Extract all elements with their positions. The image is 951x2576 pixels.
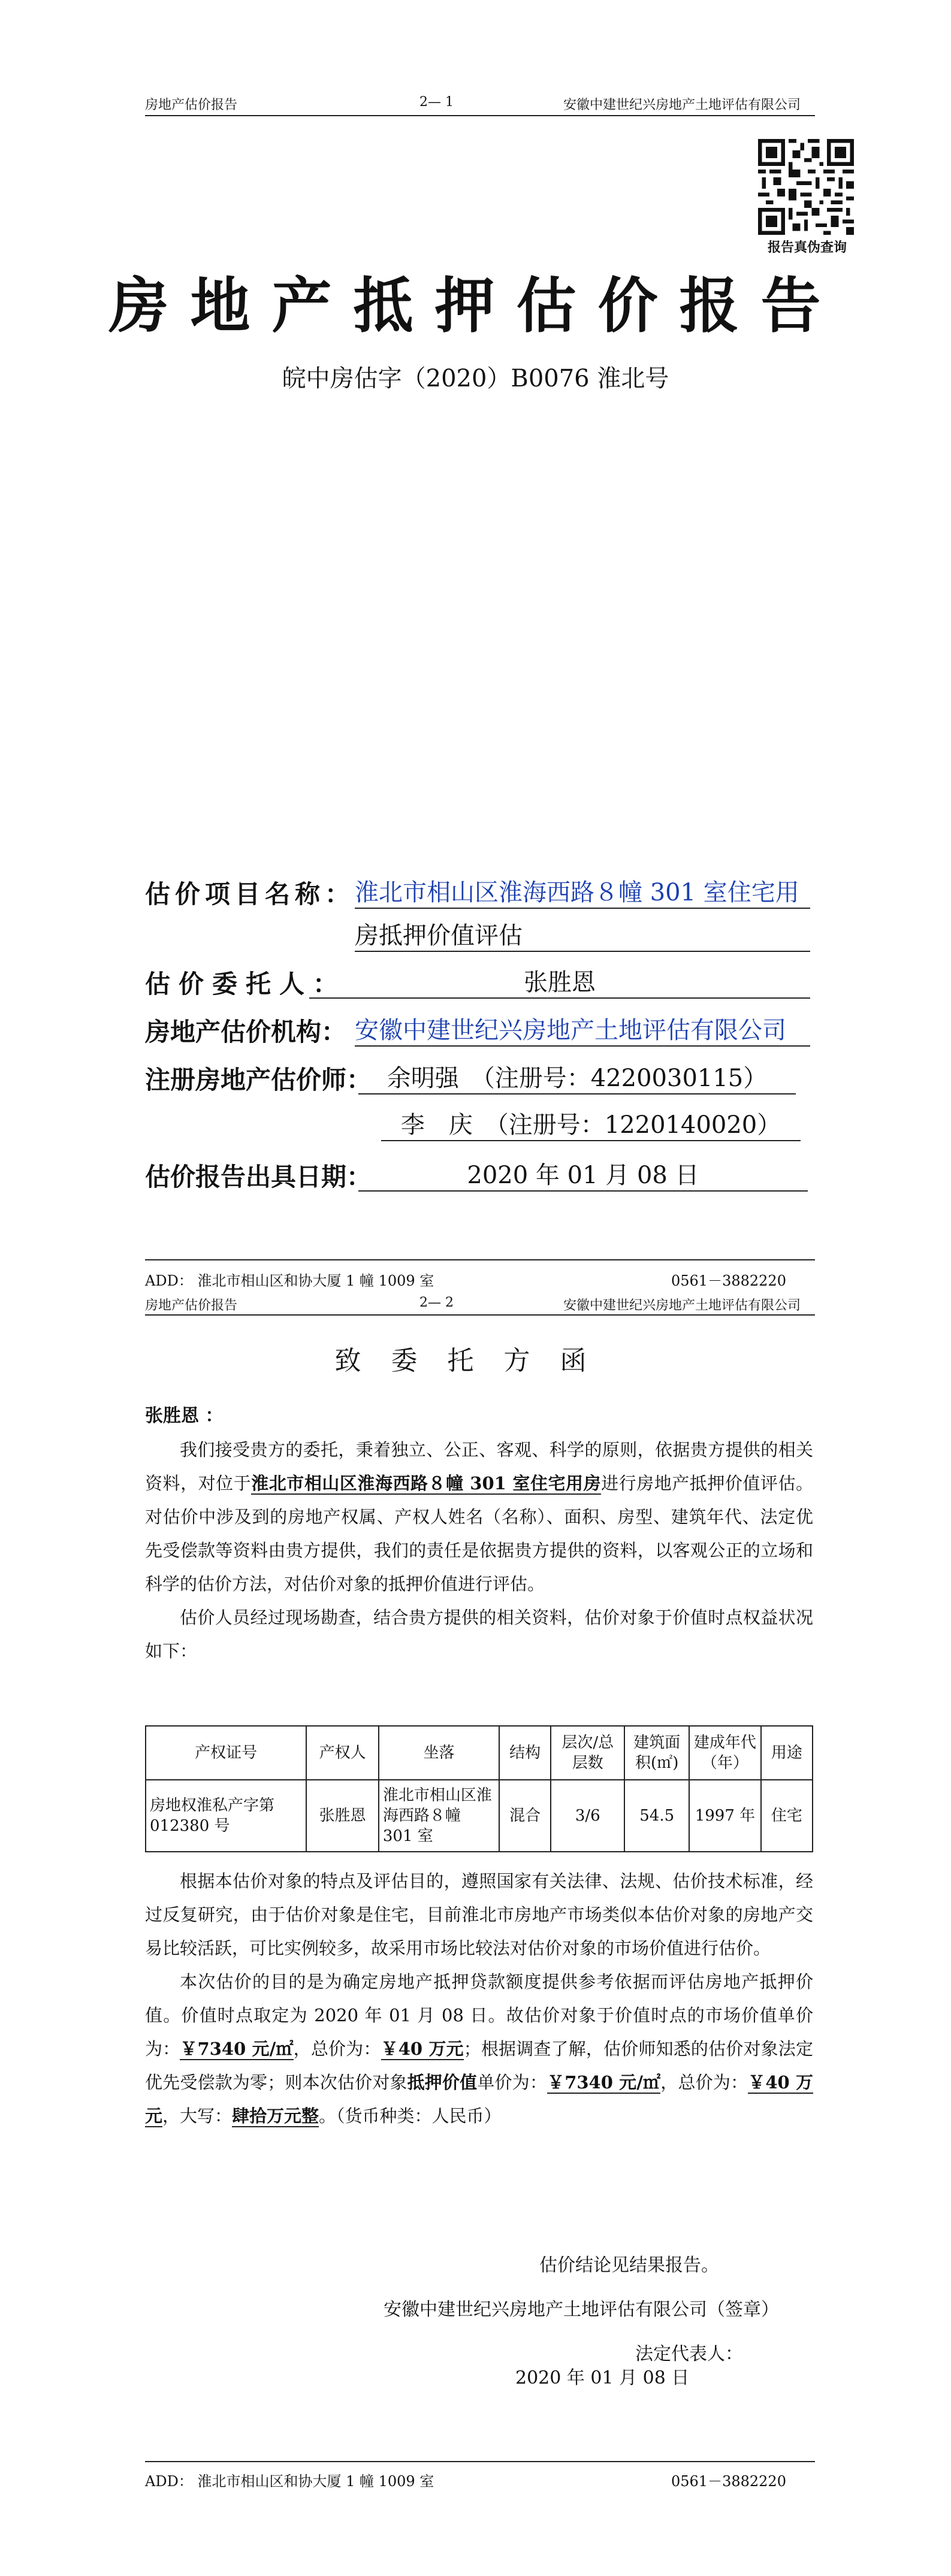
page1-header-right: 安徽中建世纪兴房地产土地评估有限公司 — [563, 98, 801, 113]
market-unit-price: ￥7340 元/㎡ — [180, 2039, 294, 2059]
page2-header-rule — [145, 1314, 815, 1316]
para1-a: 我们接受贵方的委托，秉着独立、公正、客观、科学的原则，依据贵方提供的相关资料，对位于 — [145, 1440, 813, 1493]
para4-g: 。（货币种类：人民币） — [319, 2106, 502, 2126]
appraiser-2: 李 庆 （注册号：1220140020） — [381, 1106, 801, 1141]
agency-label: 房地产估价机构： — [145, 1017, 347, 1047]
company-seal-line: 安徽中建世纪兴房地产土地评估有限公司（签章） — [384, 2299, 779, 2320]
page2-footer-rule — [145, 2461, 815, 2462]
page2-header-left: 房地产估价报告 — [145, 1298, 238, 1313]
qr-caption: 报告真伪查询 — [767, 240, 847, 255]
amount-in-words: 肆拾万元整 — [232, 2106, 319, 2126]
letter-date: 2020 年 01 月 08 日 — [515, 2368, 690, 2388]
table-header: 建筑面积(㎡) — [624, 1726, 689, 1780]
project-name-value: 淮北市相山区淮海西路８幢 301 室住宅用 — [355, 873, 810, 909]
mortgage-value-label: 抵押价值 — [407, 2072, 478, 2093]
para4-a: 本次估价的目的是为确定房地产抵押贷款额度提供参考依据而评估房地产抵押价值。价值时点取定为 2020 年 01 月 08 日。故估价对象于价值时点的市场价值单价为： — [145, 1972, 813, 2059]
page2-footer-phone: 0561－3882220 — [671, 2473, 786, 2490]
table-cell: 3/6 — [551, 1780, 624, 1852]
conclusion-note: 估价结论见结果报告。 — [539, 2255, 719, 2276]
table-cell: 房地权淮私产字第 012380 号 — [146, 1780, 306, 1852]
mortgage-total-price: ￥40 万元 — [145, 2072, 813, 2126]
table-cell: 1997 年 — [689, 1780, 760, 1852]
para1-b: 进行房地产抵押价值评估。对估价中涉及到的房地产权属、产权人姓名（名称）、面积、房型、建筑年代、法定优先受偿款等资料由贵方提供，我们的责任是依据贵方提供的资料，以客观公正的立场和科学的估价方法，对估价对象的抵押价值进行评估。 — [145, 1473, 813, 1594]
agency-value: 安徽中建世纪兴房地产土地评估有限公司 — [355, 1011, 810, 1047]
page1-page-number: 2— 1 — [419, 95, 454, 110]
appraiser-1: 余明强 （注册号：4220030115） — [358, 1059, 796, 1095]
para4-b: ，总价为： — [293, 2039, 381, 2059]
table-header: 产权人 — [306, 1726, 379, 1780]
property-table — [145, 1725, 813, 1852]
table-header: 层次/总层数 — [551, 1726, 624, 1780]
report-date-value: 2020 年 01 月 08 日 — [358, 1156, 808, 1192]
project-name-label: 估价项目名称： — [145, 879, 355, 909]
client-label: 估价委托人： — [145, 969, 347, 999]
para3: 根据本估价对象的特点及评估目的，遵照国家有关法律、法规、估价技术标准，经过反复研究，由于估价对象是住宅，目前淮北市房地产市场类似本估价对象的房地产交易比较活跃，可比实例较多，故采用市场比较法对估价对象的市场价值进行估价。 — [145, 1871, 813, 1958]
page1-footer-rule — [145, 1259, 815, 1260]
table-row — [146, 1780, 813, 1852]
table-cell: 54.5 — [624, 1780, 689, 1852]
property-address: 淮北市相山区淮海西路８幢 301 室住宅用房 — [251, 1473, 602, 1493]
qr-code-icon[interactable] — [758, 139, 854, 235]
table-cell: 住宅 — [761, 1780, 813, 1852]
page2-footer-address: ADD： 淮北市相山区和协大厦 1 幢 1009 室 — [145, 2473, 434, 2490]
page1-footer-phone: 0561－3882220 — [671, 1272, 786, 1289]
mortgage-unit-price: ￥7340 元/㎡ — [547, 2072, 661, 2093]
page2-page-number: 2— 2 — [419, 1295, 454, 1310]
appraiser-label: 注册房地产估价师： — [145, 1065, 372, 1095]
letter-body-1 — [145, 1433, 813, 1668]
document-number: 皖中房估字（2020）B0076 淮北号 — [282, 365, 669, 392]
salutation: 张胜恩 ： — [145, 1405, 224, 1426]
para4-d: 单价为： — [477, 2072, 548, 2093]
project-name-value-line2: 房抵押价值评估 — [355, 917, 810, 952]
table-header: 坐落 — [379, 1726, 499, 1780]
page1-header-left: 房地产估价报告 — [145, 98, 238, 113]
page2-header-right: 安徽中建世纪兴房地产土地评估有限公司 — [563, 1298, 801, 1313]
table-header: 建成年代（年） — [689, 1726, 760, 1780]
table-cell: 淮北市相山区淮海西路８幢 301 室 — [379, 1780, 499, 1852]
report-date-label: 估价报告出具日期： — [145, 1162, 372, 1192]
market-total-price: ￥40 万元 — [381, 2039, 464, 2059]
report-title: 房地产抵押估价报告 — [108, 270, 843, 341]
table-cell: 张胜恩 — [306, 1780, 379, 1852]
letter-title: 致委托方函 — [334, 1346, 617, 1376]
page1-header-rule — [145, 115, 815, 116]
para4-f: ，大写： — [162, 2106, 233, 2126]
page1-footer-address: ADD： 淮北市相山区和协大厦 1 幢 1009 室 — [145, 1272, 434, 1289]
table-cell: 混合 — [499, 1780, 551, 1852]
table-header: 产权证号 — [146, 1726, 306, 1780]
para2: 估价人员经过现场勘查，结合贵方提供的相关资料，估价对象于价值时点权益状况如下： — [145, 1607, 813, 1661]
client-value: 张胜恩 — [309, 963, 810, 999]
table-header: 结构 — [499, 1726, 551, 1780]
para4-e: ，总价为： — [660, 2072, 748, 2093]
legal-representative: 法定代表人： — [635, 2344, 743, 2365]
letter-body-2 — [145, 1864, 813, 2133]
table-header: 用途 — [761, 1726, 813, 1780]
para4-c: ；根据调查了解，估价师知悉的估价对象法定优先受偿款为零；则本次估价对象 — [145, 2039, 813, 2093]
